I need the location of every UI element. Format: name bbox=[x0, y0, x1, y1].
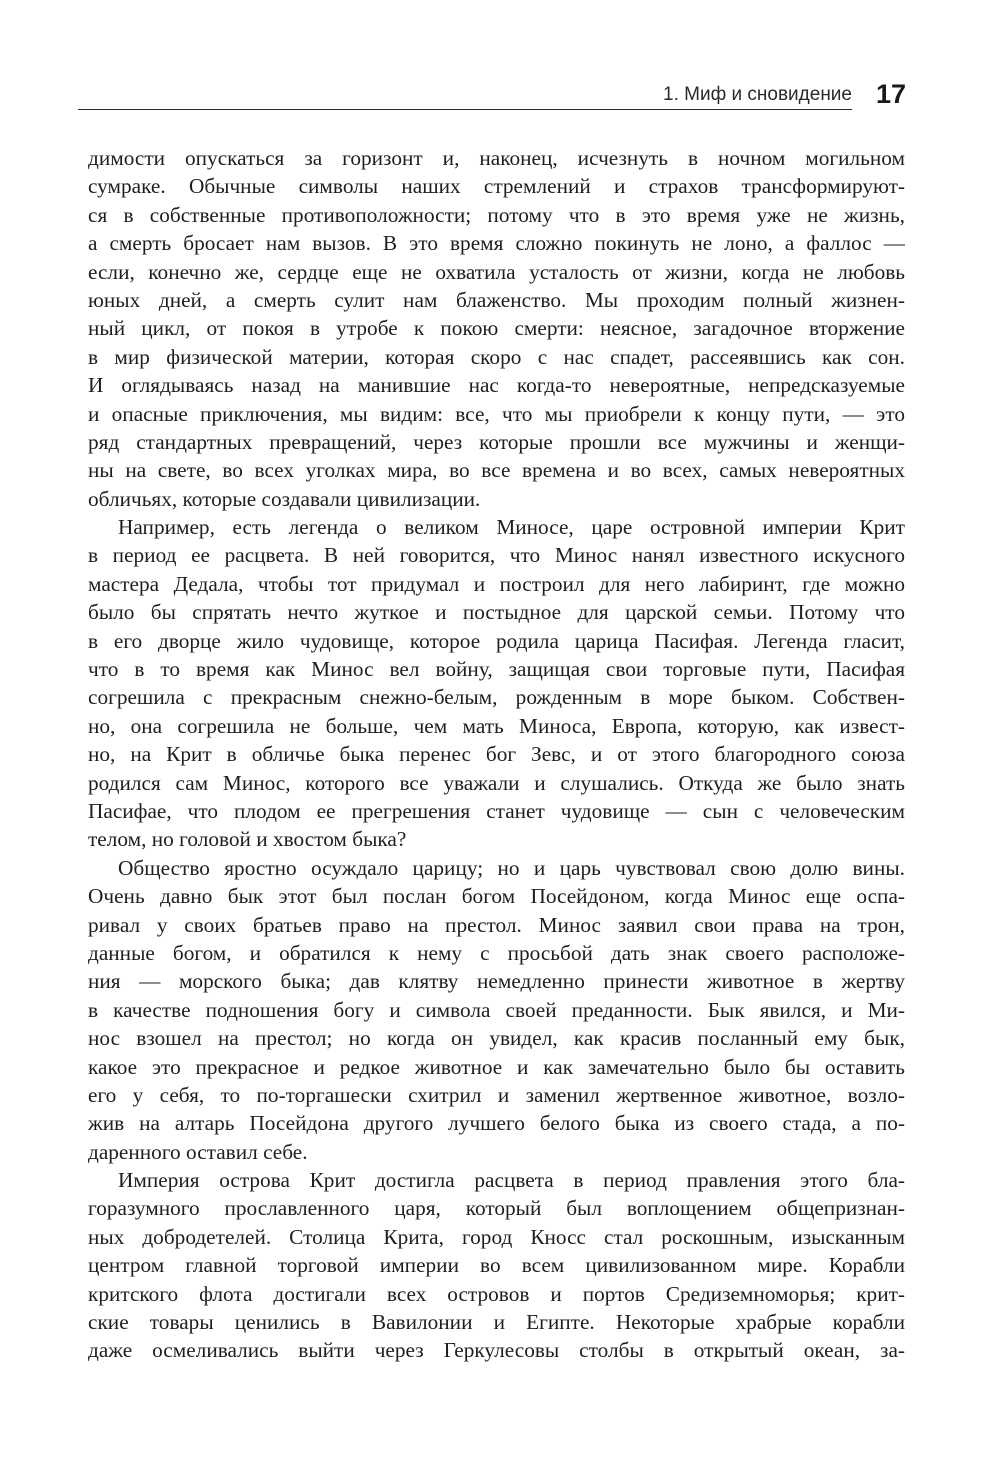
text-line: а смерть бросает нам вызов. В это время сложно покинуть не лоно, а фаллос — bbox=[88, 231, 905, 256]
text-line: обличьях, которые создавали цивилизации. bbox=[88, 486, 481, 511]
text-line: ривал у своих братьев право на престол. Минос заявил свои права на трон, bbox=[88, 912, 905, 937]
text-line: даренного оставил себе. bbox=[88, 1139, 308, 1164]
text-line: нос взошел на престол; но когда он увидел, как красив посланный ему бык, bbox=[88, 1026, 905, 1051]
chapter-title: 1. Миф и сновидение bbox=[663, 84, 852, 105]
text-line: в качестве подношения богу и символа своей преданности. Бык явился, и Ми- bbox=[88, 997, 905, 1022]
text-line: его у себя, то по-торгашески схитрил и заменил жертвенное животное, возло- bbox=[88, 1082, 905, 1107]
text-line: но, на Крит в обличье быка перенес бог Зевс, и от этого благородного союза bbox=[88, 742, 905, 767]
text-line: в мир физической материи, которая скоро с нас спадет, рассеявшись как сон. bbox=[88, 344, 905, 369]
body-text bbox=[88, 144, 905, 1365]
text-line: в его дворце жило чудовище, которое родила царица Пасифая. Легенда гласит, bbox=[88, 628, 905, 653]
text-line: но, она согрешила не больше, чем мать Миноса, Европа, которую, как извест- bbox=[88, 713, 905, 738]
text-line: ряд стандартных превращений, через которые прошли все мужчины и женщи- bbox=[88, 429, 905, 454]
text-line: было бы спрятать нечто жуткое и постыдное для царской семьи. Потому что bbox=[88, 600, 905, 625]
paragraph bbox=[88, 513, 905, 854]
paragraph bbox=[88, 1166, 905, 1365]
text-line: ния — морского быка; дав клятву немедленно принести животное в жертву bbox=[88, 969, 905, 994]
text-line: мастера Дедала, чтобы тот придумал и построил для него лабиринт, где можно bbox=[88, 571, 905, 596]
text-line: ный цикл, от покоя в утробе к покою смерти: неясное, загадочное вторжение bbox=[88, 316, 905, 341]
text-line: Например, есть легенда о великом Миносе, царе островной империи Крит bbox=[118, 515, 905, 540]
text-line: Очень давно бык этот был послан богом Посейдоном, когда Минос еще оспа- bbox=[88, 884, 905, 909]
text-line: данные богом, и обратился к нему с просьбой дать знак своего расположе- bbox=[88, 940, 905, 965]
text-line: телом, но головой и хвостом быка? bbox=[88, 827, 407, 852]
text-line: сумраке. Обычные символы наших стремлений и страхов трансформируют- bbox=[88, 174, 905, 199]
text-line: ские товары ценились в Вавилонии и Египте. Некоторые храбрые корабли bbox=[88, 1310, 905, 1335]
text-line: в период ее расцвета. В ней говорится, что Минос нанял известного искусного bbox=[88, 543, 905, 568]
text-line: если, конечно же, сердце еще не охватила усталость от жизни, когда не любовь bbox=[88, 259, 905, 284]
text-line: даже осмеливались выйти через Геркулесовы столбы в открытый океан, за- bbox=[88, 1338, 905, 1363]
text-line: центром главной торговой империи во всем цивилизованном мире. Корабли bbox=[88, 1253, 905, 1278]
running-header bbox=[78, 79, 908, 122]
text-line: Общество яростно осуждало царицу; но и царь чувствовал свою долю вины. bbox=[118, 855, 905, 880]
text-line: горазумного прославленного царя, который был воплощением общепризнан- bbox=[88, 1196, 905, 1221]
paragraph bbox=[88, 144, 905, 513]
text-line: ных добродетелей. Столица Крита, город Кносс стал роскошным, изысканным bbox=[88, 1224, 905, 1249]
header-rule bbox=[78, 109, 852, 110]
text-line: что в то время как Минос вел войну, защищая свои торговые пути, Пасифая bbox=[88, 657, 905, 682]
page-number: 17 bbox=[875, 79, 906, 109]
text-line: согрешила с прекрасным снежно-белым, рожденным в море быком. Собствен- bbox=[88, 685, 905, 710]
text-line: Империя острова Крит достигла расцвета в период правления этого бла- bbox=[118, 1168, 905, 1193]
paragraph bbox=[88, 854, 905, 1166]
text-line: И оглядываясь назад на манившие нас когда-то невероятные, непредсказуемые bbox=[88, 373, 905, 398]
text-line: какое это прекрасное и редкое животное и как замечательно было бы оставить bbox=[88, 1054, 905, 1079]
text-line: Пасифае, что плодом ее прегрешения станет чудовище — сын с человеческим bbox=[88, 798, 905, 823]
text-line: димости опускаться за горизонт и, наконец, исчезнуть в ночном могильном bbox=[88, 146, 905, 170]
text-line: и опасные приключения, мы видим: все, что мы приобрели к концу пути, — это bbox=[88, 401, 905, 426]
text-line: юных дней, а смерть сулит нам блаженство. Мы проходим полный жизнен- bbox=[88, 287, 905, 312]
text-line: жив на алтарь Посейдона другого лучшего белого быка из своего стада, а по- bbox=[88, 1111, 905, 1136]
text-line: критского флота достигали всех островов и портов Средиземноморья; крит- bbox=[88, 1281, 905, 1306]
text-line: ся в собственные противоположности; потому что в это время уже не жизнь, bbox=[88, 202, 905, 227]
text-line: ны на свете, во всех уголках мира, во все времена и во всех, самых невероятных bbox=[88, 458, 905, 483]
text-line: родился сам Минос, которого все уважали и слушались. Откуда же было знать bbox=[88, 770, 905, 795]
